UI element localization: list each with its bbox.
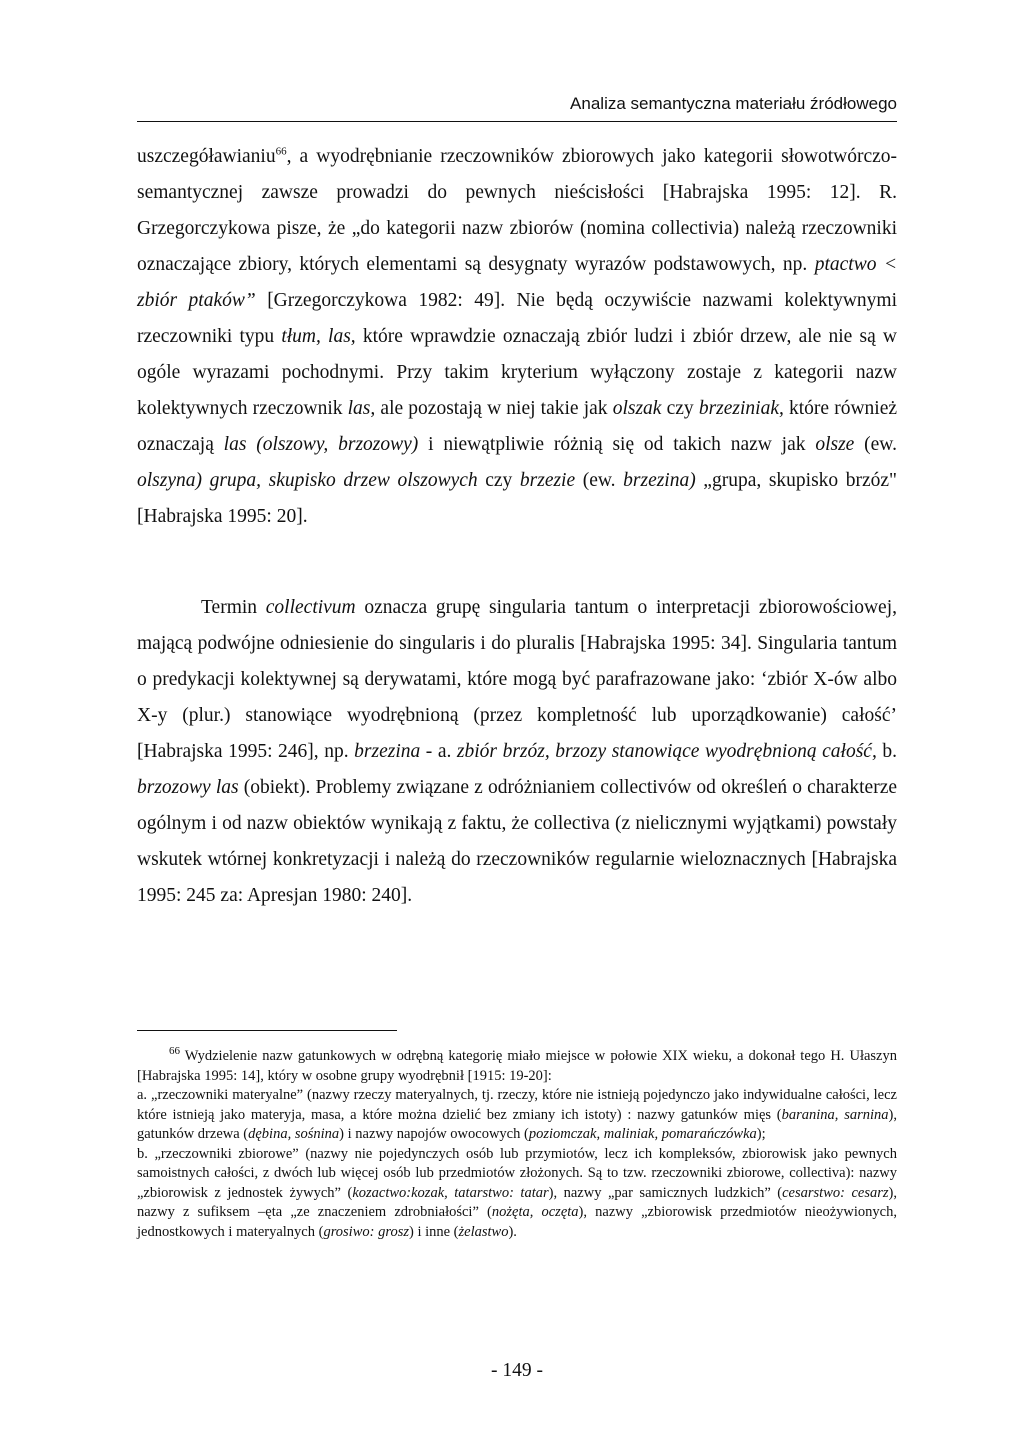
italic-text: zbiór brzóz, brzozy stanowiące wyodrębnioną całość, <box>456 741 877 762</box>
text: [Grzegorczykowa 1982: 49]. Nie będą oczywiście nazwami kolektywnymi rzeczowniki typu <box>137 290 897 347</box>
text: ). <box>508 1223 517 1240</box>
text: „grupa, skupisko brzóz" [Habrajska 1995: 20]. <box>137 470 897 527</box>
text: uszczegóławianiu <box>137 146 276 167</box>
text: b. <box>876 741 898 762</box>
italic-text: tłum, las, <box>281 326 356 347</box>
text: Wydzielenie nazw gatunkowych w odrębną kategorię miało miejsce w połowie XIX wieku, a dokonał tego H. Ułaszyn [Habrajska 1995: 14], który w osobne grupy wyodrębnił [1915: 19-20]: <box>137 1048 897 1084</box>
italic-text: brzezie <box>519 470 576 491</box>
footnote-intro <box>137 1047 897 1086</box>
italic-text: brzezina <box>354 741 421 762</box>
text: ), nazwy z sufiksem –ęta „ze znaczeniem zdrobniałości” ( <box>137 1184 897 1220</box>
text: a. „rzeczowniki materyalne” (nazwy rzeczy materyalnych, tj. rzeczy, które nie istnieją pojedynczo jako indywidualne całości, lecz które istnieją jako materyja, masa, a które można dzielić bez zmiany ich istoty) : nazwy gatunków mięs ( <box>137 1087 897 1123</box>
italic-text: las, <box>347 398 376 419</box>
text: Termin <box>201 597 266 618</box>
text: czy <box>661 398 699 419</box>
header-rule <box>137 121 897 122</box>
italic-text: nożęta, oczęta <box>491 1204 579 1220</box>
text: (ew. <box>575 470 624 491</box>
italic-text: brzezina) <box>623 470 696 491</box>
italic-text: poziomczak, maliniak, pomarańczówka <box>528 1126 757 1142</box>
text: które również oznaczają <box>137 398 898 455</box>
text: i niewątpliwie różnią się od takich nazw jak <box>418 434 816 455</box>
text: ) i inne ( <box>408 1223 459 1240</box>
italic-text: baranina, sarnina <box>781 1106 889 1123</box>
footnote-rule <box>137 1030 397 1031</box>
text: ); <box>756 1126 766 1142</box>
text: ), nazwy „par samicznych ludzkich” ( <box>548 1184 783 1201</box>
page-number: - 149 - <box>491 1360 543 1381</box>
italic-text: las (olszowy, brzozowy) <box>223 434 419 455</box>
footnote-item-b <box>137 1145 897 1243</box>
text: (obiekt). Problemy związane z odróżnianiem collectivów od określeń o charakterze ogólnym i od nazw obiektów wynikają z faktu, że collectiva (z nielicznymi wyjątkami) powstały wskutek wtórnej konkretyzacji i należą do rzeczowników regularnie wieloznacznych [Habrajska 1995: 245 za: Apresjan 1980: 240]. <box>137 777 898 906</box>
italic-text: cesarstwo: cesarz <box>782 1184 889 1201</box>
italic-text: ptactwo < zbiór ptaków” <box>137 254 898 311</box>
text: ), gatunków drzewa ( <box>137 1106 897 1142</box>
text: które wprawdzie oznaczają zbiór ludzi i zbiór drzew, ale nie są w ogóle wyrazami pochodnymi. Przy takim kryterium wyłączony zostaje z kategorii nazw kolektywnych rzeczownik <box>137 326 897 419</box>
italic-text: kozactwo:kozak, tatarstwo: tatar <box>352 1184 549 1201</box>
footnote-item-a <box>137 1086 897 1145</box>
italic-text: brzozowy las <box>137 777 239 798</box>
italic-text: dębina, sośnina <box>248 1126 340 1142</box>
running-header: Analiza semantyczna materiału źródłowego <box>570 94 897 113</box>
text: ), nazwy „zbiorowisk przedmiotów nieożywionych, jednostkowych i materyalnych ( <box>137 1204 897 1240</box>
paragraph-1 <box>137 139 897 535</box>
text: (ew. <box>854 434 897 455</box>
text: czy <box>477 470 520 491</box>
text: ale pozostają w niej takie jak <box>375 398 613 419</box>
italic-text: olszyna) grupa, skupisko drzew olszowych <box>137 470 478 491</box>
text: - a. <box>420 741 457 762</box>
text: , a wyodrębnianie rzeczowników zbiorowych jako kategorii słowotwórczo-semantycznej zawsze prowadzi do pewnych nieścisłości [Habrajska 1995: 12]. R. Grzegorczykowa pisze, że „do kategorii nazw zbiorów (nomina collectivia) należą rzeczowniki oznaczające zbiory, których elementami są desygnaty wyrazów podstawowych, np. <box>137 146 897 275</box>
italic-text: olszak <box>612 398 662 419</box>
italic-text: brzeziniak, <box>698 398 784 419</box>
italic-text: żelastwo <box>458 1223 509 1240</box>
footnote-mark: 66 <box>169 1045 180 1058</box>
paragraph-2 <box>137 590 897 914</box>
italic-text: collectivum <box>265 597 356 618</box>
text: ) i nazwy napojów owocowych ( <box>339 1126 529 1142</box>
footnote-66 <box>137 1047 897 1242</box>
text: oznacza grupę singularia tantum o interpretacji zbiorowościowej, mającą podwójne odniesienie do singularis i do pluralis [Habrajska 1995: 34]. Singularia tantum o predykacji kolektywnej są derywatami, które mogą być parafrazowane jako: ‘zbiór X-ów albo X-y (plur.) stanowiące wyodrębnioną (przez kompletność lub uporządkowanie) całość’ [Habrajska 1995: 246], np. <box>137 597 897 762</box>
text: b. „rzeczowniki zbiorowe” (nazwy nie pojedynczych osób lub przymiotów, lecz ich kompleksów, zbiorowisk jako pewnych samoistnych całości, z dwóch lub więcej osób lub przedmiotów złożonych. Są to tzw. rzeczowniki zbiorowe, collectiva): nazwy „zbiorowisk z jednostek żywych” ( <box>137 1145 897 1201</box>
footnote-reference[interactable]: 66 <box>275 145 287 158</box>
italic-text: olsze <box>815 434 855 455</box>
italic-text: grosiwo: grosz <box>323 1223 409 1240</box>
